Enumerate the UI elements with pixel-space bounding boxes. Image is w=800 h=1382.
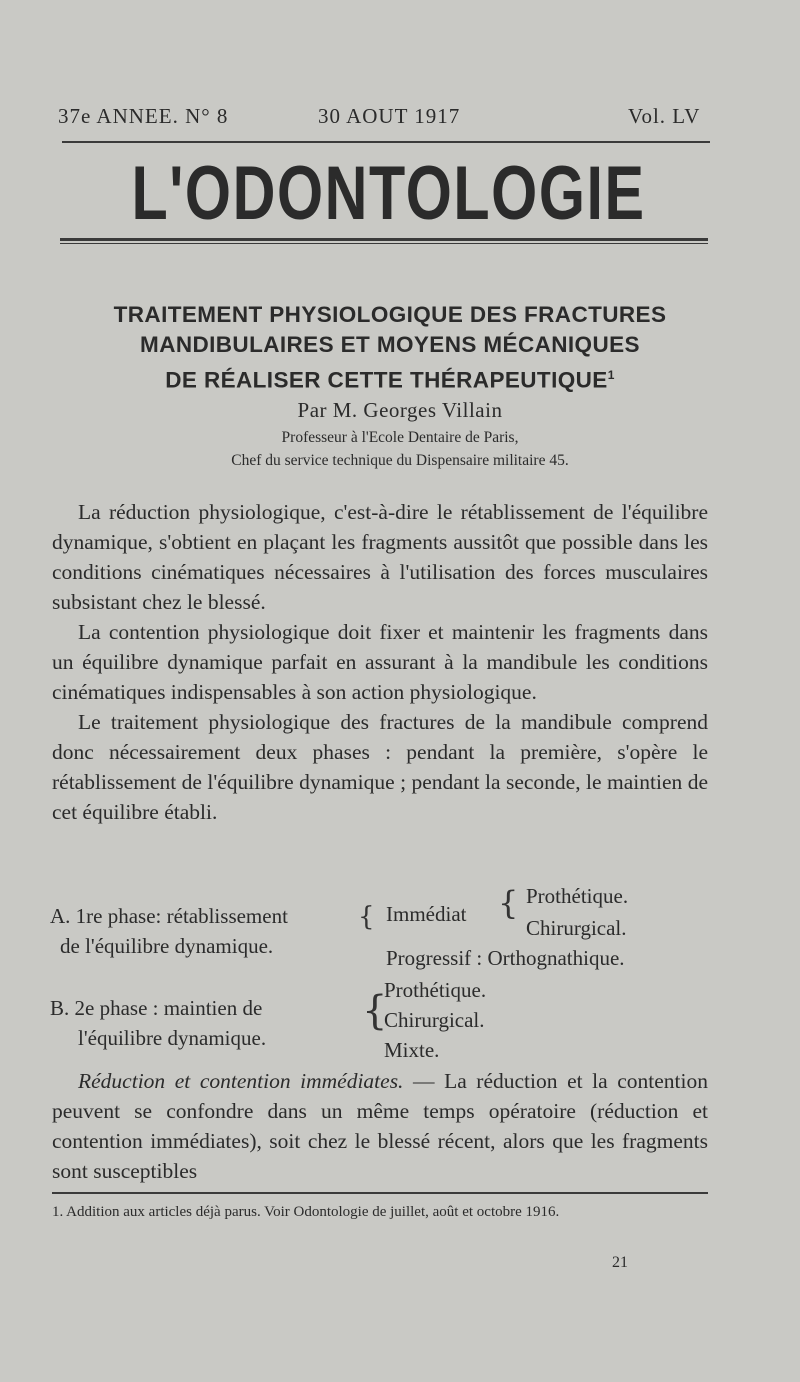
phase-b-mixed: Mixte. — [384, 1038, 440, 1062]
phase-b-label-2: l'équilibre dynamique. — [78, 1026, 267, 1050]
article-body — [52, 497, 708, 827]
title-footnote-mark: 1 — [607, 368, 615, 382]
volume-number: Vol. LV — [628, 104, 701, 128]
paragraph: La contention physiologique doit fixer et maintenir les fragments dans un équilibre dynamique parfait en assurant à la mandibule les conditions cinématiques indispensables à son action physiologique. — [52, 620, 708, 704]
title-rule-bottom — [60, 243, 708, 244]
brace-icon: { — [358, 902, 375, 932]
author-affiliation: Chef du service technique du Dispensaire militaire 45. — [231, 452, 569, 469]
phase-a-progressive: Progressif : Orthognathique. — [386, 946, 625, 970]
phase-b-prosthetic: Prothétique. — [384, 978, 487, 1002]
title-line: DE RÉALISER CETTE THÉRAPEUTIQUE$^1$ — [165, 367, 615, 393]
title-line: MANDIBULAIRES ET MOYENS MÉCANIQUES — [140, 332, 640, 357]
footnote-rule — [52, 1192, 708, 1194]
title-rule-top — [60, 238, 708, 241]
section-text: — La réduction et la contention peuvent se confondre dans un même temps opératoire (réduction et contention immédiates), soit chez le blessé récent, alors que les fragments sont susceptibles — [52, 1069, 708, 1183]
issue-number: 37e ANNEE. N° 8 — [58, 104, 229, 128]
phase-a-label-2: de l'équilibre dynamique. — [60, 934, 274, 958]
phase-b-label: B. 2e phase : maintien de — [50, 996, 263, 1020]
page-number: 21 — [612, 1254, 628, 1271]
paragraph: Le traitement physiologique des fractures de la mandibule comprend donc nécessairement deux phases : pendant la première, s'opère le rétablissement de l'équilibre dynamique ; pendant la seconde, le maintien de cet équilibre établi. — [52, 710, 708, 824]
section-paragraph — [52, 1066, 708, 1186]
brace-icon: { — [498, 884, 519, 922]
journal-title: L'ODONTOLOGIE — [131, 151, 646, 236]
phase-classification — [50, 878, 710, 1068]
phase-a-immediate-prosthetic: Prothétique. — [526, 884, 629, 908]
paragraph: La réduction physiologique, c'est-à-dire le rétablissement de l'équilibre dynamique, s'obtient en plaçant les fragments aussitôt que possible dans les conditions cinématiques nécessaires à l'utilisation des forces musculaires subsistant chez le blessé. — [52, 500, 708, 614]
issue-date: 30 AOUT 1917 — [318, 104, 461, 128]
author-affiliation: Professeur à l'Ecole Dentaire de Paris, — [281, 429, 519, 446]
phase-b-surgical: Chirurgical. — [384, 1008, 485, 1032]
footnote: 1. Addition aux articles déjà parus. Voir Odontologie de juillet, août et octobre 1916. — [52, 1204, 560, 1220]
article-title — [40, 300, 740, 396]
phase-a-immediate-surgical: Chirurgical. — [526, 916, 627, 940]
phase-a-immediate: Immédiat — [386, 902, 467, 926]
author-byline: Par M. Georges Villain — [297, 398, 503, 422]
brace-icon: { — [362, 988, 388, 1034]
title-line: TRAITEMENT PHYSIOLOGIQUE DES FRACTURES — [113, 302, 667, 327]
phase-a-label: A. 1re phase: rétablissement — [50, 904, 288, 928]
header-rule — [62, 141, 710, 143]
section-heading: Réduction et contention immédiates. — [78, 1069, 404, 1093]
